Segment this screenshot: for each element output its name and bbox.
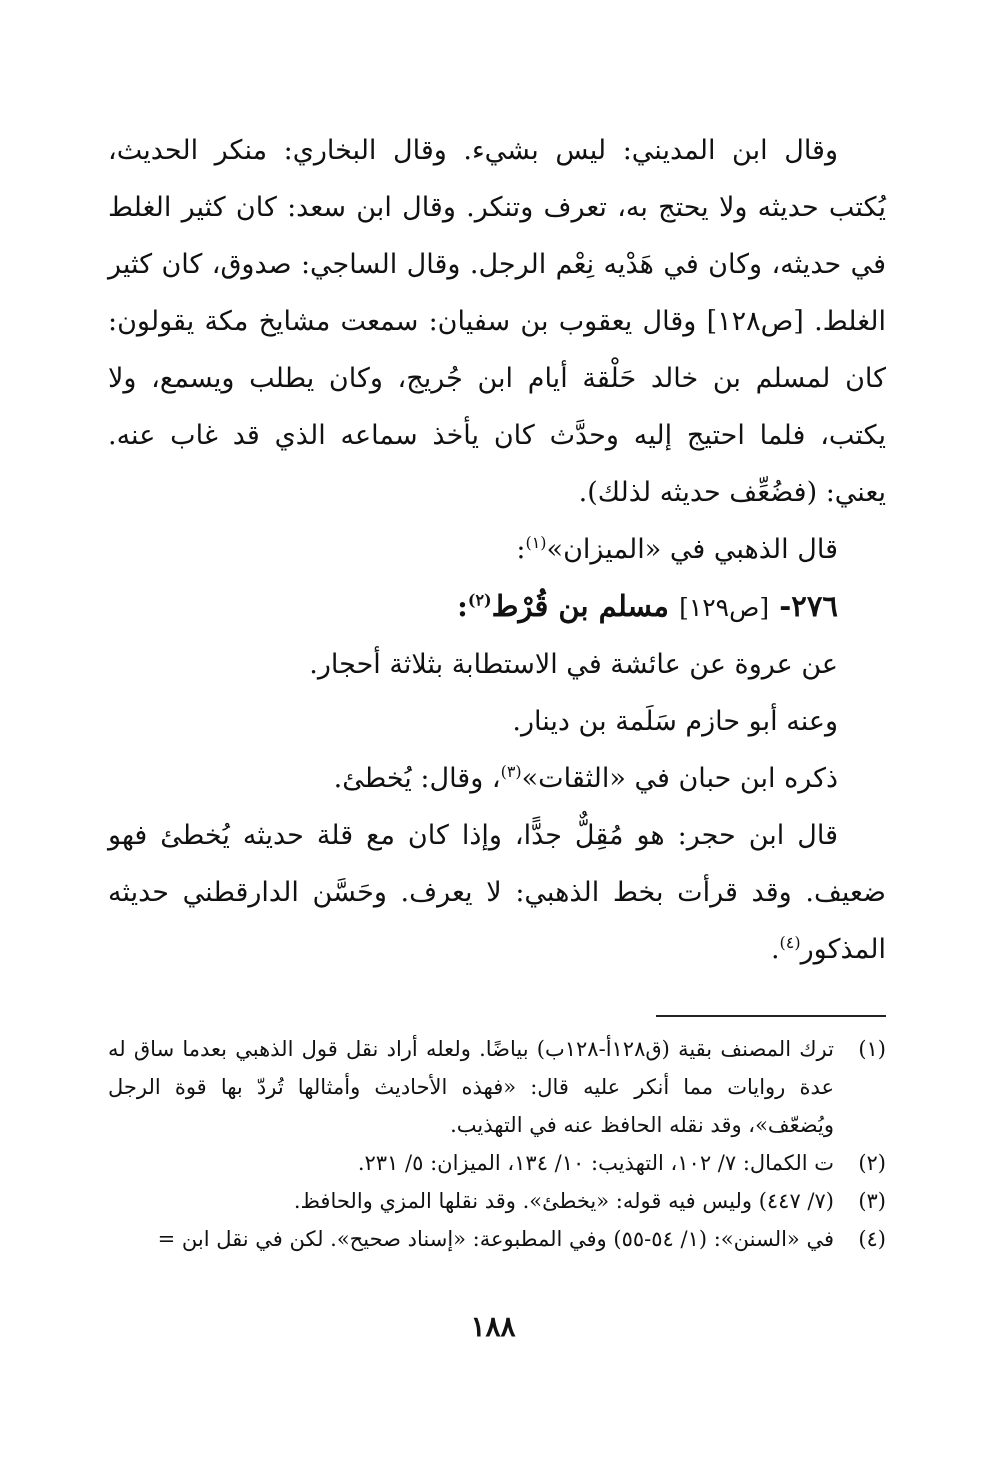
- footnote-text: ت الكمال: ٧/ ١٠٢، التهذيب: ١٠/ ١٣٤، الميزان: ٥/ ٢٣١.: [357, 1151, 834, 1175]
- paragraph-ibn-madini: وقال ابن المديني: ليس بشيء. وقال البخاري: منكر الحديث، يُكتب حديثه ولا يحتج به، تعرف وتنكر. وقال ابن سعد: كان كثير الغلط في حديثه، وكان في هَدْيه نِعْم الرجل. وقال الساجي: صدوق، كان كثير الغلط. [ص١٢٨] وقال يعقوب بن سفيان: سمعت مشايخ مكة يقولون: كان لمسلم بن خالد حَلْقة أيام ابن جُريج، وكان يطلب ويسمع، ولا يكتب، فلما احتيج إليه وحدَّث كان يأخذ سماعه الذي قد غاب عنه. يعني: (فضُعِّف حديثه لذلك).: [108, 135, 886, 508]
- footnote-2: [108, 1144, 886, 1182]
- line-abu-hazim: وعنه أبو حازم سَلَمة بن دينار.: [512, 706, 838, 737]
- footnote-3: [108, 1182, 886, 1220]
- paragraph-ibn-hajar: [108, 807, 886, 978]
- line-ibn-hibban: [108, 750, 886, 807]
- footnote-4: [108, 1220, 886, 1258]
- entry-end: :: [457, 589, 468, 623]
- main-text: [108, 122, 886, 978]
- dhahabi-intro-end: :: [516, 534, 526, 565]
- footnote-number: (٢): [858, 1151, 886, 1175]
- entry-name: مسلم بن قُرْط: [491, 589, 669, 623]
- ibn-hajar-end: .: [770, 934, 780, 965]
- footnote-number: (١): [858, 1037, 886, 1061]
- page-number: ١٨٨: [470, 1310, 516, 1343]
- ibn-hajar-text: قال ابن حجر: هو مُقِلٌّ جدًّا، وإذا كان مع قلة حديثه يُخطئ فهو ضعيف. وقد قرأت بخط الذهبي: لا يعرف. وحَسَّن الدارقطني حديثه المذكور: [108, 820, 886, 965]
- footnote-text: ترك المصنف بقية (ق١٢٨أ-١٢٨ب) بياضًا. ولعله أراد نقل قول الذهبي بعدما ساق له عدة روايات مما أنكر عليه قال: «فهذه الأحاديث وأمثالها تُردّ بها قوة الرجل ويُضعّف»، وقد نقله الحافظ عنه في التهذيب.: [108, 1037, 834, 1137]
- dhahabi-intro-text: قال الذهبي في «الميزان»: [546, 534, 838, 565]
- footnote-ref-1[interactable]: (١): [525, 533, 547, 552]
- footnotes: [108, 1030, 886, 1258]
- footnote-ref-3[interactable]: (٣): [500, 762, 522, 781]
- footnote-separator: [656, 1015, 886, 1017]
- ibn-hibban-text: ذكره ابن حبان في «الثقات»: [521, 763, 838, 794]
- footnote-text: (٧/ ٤٤٧) وليس فيه قوله: «يخطئ». وقد نقلها المزي والحافظ.: [293, 1189, 834, 1213]
- line-urwa: عن عروة عن عائشة في الاستطابة بثلاثة أحجار.: [309, 649, 838, 680]
- footnote-number: (٣): [858, 1189, 886, 1213]
- footnote-1: [108, 1030, 886, 1144]
- footnote-ref-2[interactable]: (٢): [467, 590, 492, 610]
- entry-page-ref: [ص١٢٩]: [679, 593, 770, 622]
- footnote-number: (٤): [858, 1227, 886, 1251]
- footnote-ref-4[interactable]: (٤): [779, 933, 801, 952]
- entry-number: ٢٧٦-: [779, 589, 838, 623]
- ibn-hibban-text-end: ، وقال: يُخطئ.: [333, 763, 501, 794]
- footnote-text: في «السنن»: (١/ ٥٤-٥٥) وفي المطبوعة: «إسناد صحيح». لكن في نقل ابن =: [157, 1227, 834, 1251]
- dhahabi-intro-line: [108, 521, 886, 578]
- entry-heading: [108, 578, 886, 636]
